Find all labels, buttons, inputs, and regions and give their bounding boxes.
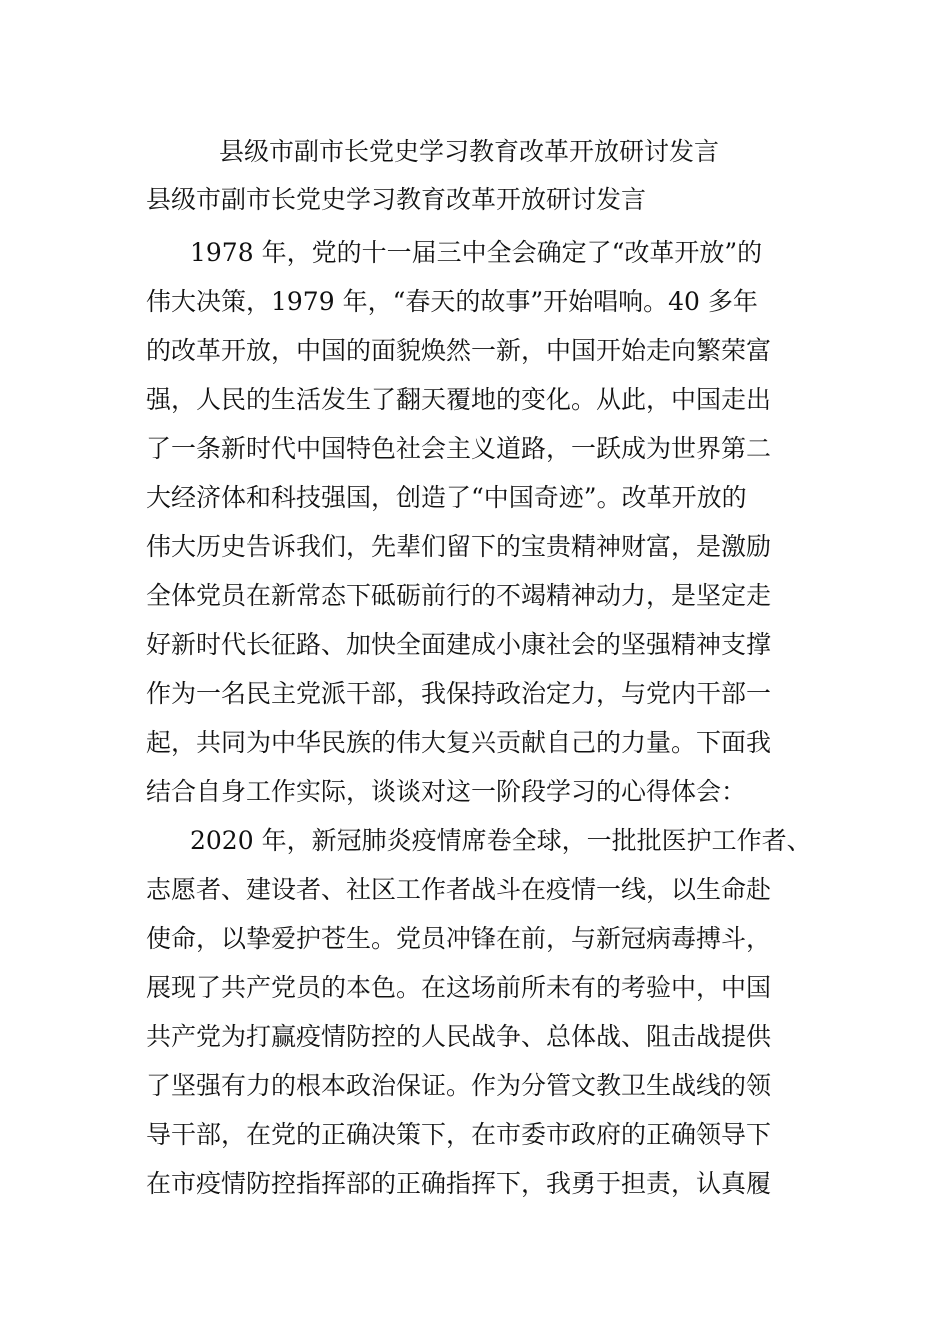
paragraph-1-line-8: 全体党员在新常态下砥砺前行的不竭精神动力，是坚定走: [146, 581, 772, 610]
paragraph-2-line-5: 共产党为打赢疫情防控的人民战争、总体战、阻击战提供: [146, 1022, 772, 1051]
paragraph-1-line-12: 结合自身工作实际，谈谈对这一阶段学习的心得体会：: [146, 777, 747, 806]
paragraph-1-line-11: 起，共同为中华民族的伟大复兴贡献自己的力量。下面我: [146, 728, 772, 757]
paragraph-1-line-1: 1978 年，党的十一届三中全会确定了“改革开放”的: [190, 238, 763, 267]
paragraph-2-line-4: 展现了共产党员的本色。在这场前所未有的考验中，中国: [146, 973, 772, 1002]
document-title: 县级市副市长党史学习教育改革开放研讨发言: [219, 137, 720, 166]
paragraph-2-line-3: 使命，以挚爱护苍生。党员冲锋在前，与新冠病毒搏斗，: [146, 924, 772, 953]
document-subtitle: 县级市副市长党史学习教育改革开放研讨发言: [146, 185, 647, 214]
paragraph-2-line-7: 导干部，在党的正确决策下，在市委市政府的正确领导下: [146, 1120, 772, 1149]
paragraph-1-line-6: 大经济体和科技强国，创造了“中国奇迹”。改革开放的: [146, 483, 747, 512]
paragraph-1-line-10: 作为一名民主党派干部，我保持政治定力，与党内干部一: [146, 679, 772, 708]
paragraph-2-line-2: 志愿者、建设者、社区工作者战斗在疫情一线，以生命赴: [146, 875, 772, 904]
paragraph-1-line-2: 伟大决策，1979 年，“春天的故事”开始唱响。40 多年: [146, 287, 758, 316]
paragraph-1-line-5: 了一条新时代中国特色社会主义道路，一跃成为世界第二: [146, 434, 772, 463]
paragraph-2-line-8: 在市疫情防控指挥部的正确指挥下，我勇于担责，认真履: [146, 1169, 772, 1198]
paragraph-1-line-9: 好新时代长征路、加快全面建成小康社会的坚强精神支撑: [146, 630, 772, 659]
paragraph-2-line-1: 2020 年，新冠肺炎疫情席卷全球，一批批医护工作者、: [190, 826, 812, 855]
paragraph-2-line-6: 了坚强有力的根本政治保证。作为分管文教卫生战线的领: [146, 1071, 772, 1100]
paragraph-1-line-7: 伟大历史告诉我们，先辈们留下的宝贵精神财富，是激励: [146, 532, 772, 561]
paragraph-1-line-3: 的改革开放，中国的面貌焕然一新，中国开始走向繁荣富: [146, 336, 772, 365]
paragraph-1-line-4: 强，人民的生活发生了翻天覆地的变化。从此，中国走出: [146, 385, 772, 414]
